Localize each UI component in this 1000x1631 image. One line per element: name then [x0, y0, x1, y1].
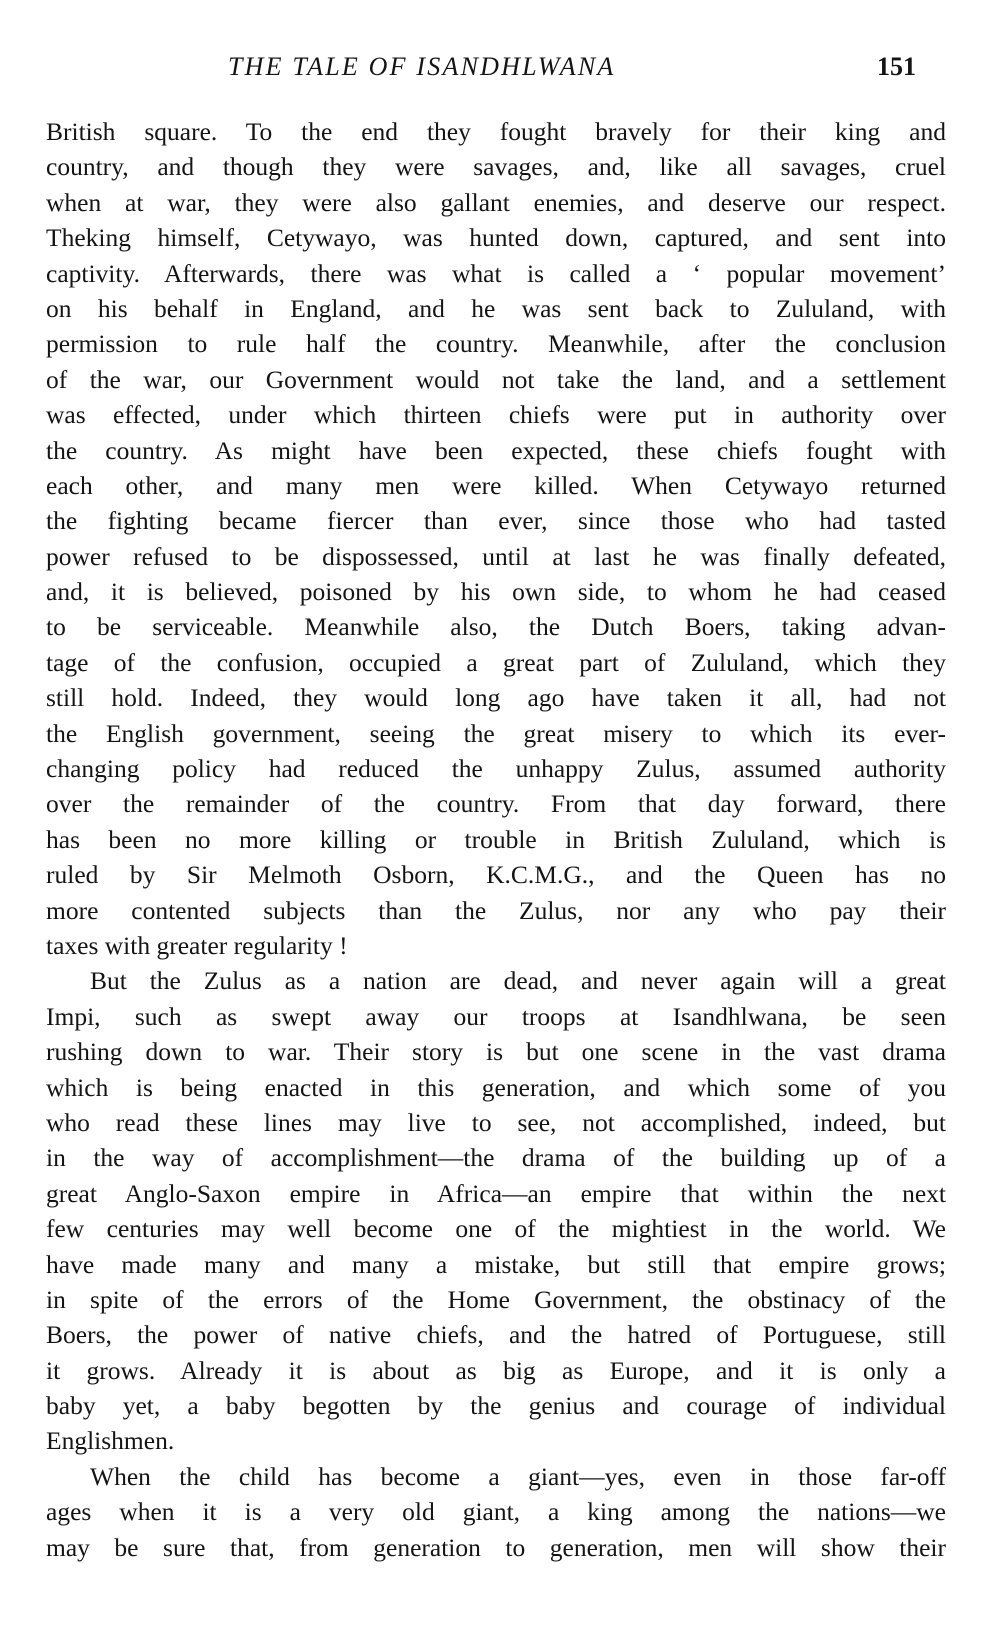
text-line: who read these lines may live to see, not accomplished, indeed, but — [46, 1107, 946, 1137]
text-line: more contented subjects than the Zulus, nor any who pay their — [46, 895, 946, 925]
text-line: permission to rule half the country. Meanwhile, after the conclusion — [46, 329, 946, 359]
text-line: have made many and many a mistake, but still that empire grows; — [46, 1249, 946, 1279]
page-number: 151 — [877, 52, 916, 81]
text-line: over the remainder of the country. From that day forward, there — [46, 789, 946, 819]
paragraph-start-line: When the child has become a giant—yes, even in those far-off — [90, 1461, 946, 1491]
running-header — [0, 52, 1000, 92]
text-line: British square. To the end they fought bravely for their king and — [46, 117, 946, 146]
text-line: the English government, seeing the great misery to which its ever- — [46, 718, 946, 748]
text-line: rushing down to war. Their story is but one scene in the vast drama — [46, 1037, 946, 1067]
text-line: each other, and many men were killed. When Cetywayo returned — [46, 470, 946, 500]
paragraph-end-line: Englishmen. — [46, 1426, 175, 1456]
text-line: great Anglo-Saxon empire in Africa—an empire that within the next — [46, 1178, 946, 1208]
text-line: tage of the confusion, occupied a great part of Zululand, which they — [46, 647, 946, 677]
text-line: still hold. Indeed, they would long ago have taken it all, had not — [46, 683, 946, 713]
text-line: of the war, our Government would not take the land, and a settlement — [46, 364, 946, 394]
text-line: ruled by Sir Melmoth Osborn, K.C.M.G., and the Queen has no — [46, 860, 946, 890]
text-line: to be serviceable. Meanwhile also, the Dutch Boers, taking advan- — [46, 612, 946, 642]
text-line: which is being enacted in this generation, and which some of you — [46, 1072, 946, 1102]
text-line: in spite of the errors of the Home Government, the obstinacy of the — [46, 1284, 946, 1314]
text-line: the fighting became fiercer than ever, since those who had tasted — [46, 506, 946, 536]
text-line: may be sure that, from generation to generation, men will show their — [46, 1532, 946, 1562]
text-line: captivity. Afterwards, there was what is called a ‘ popular movement’ — [46, 258, 946, 288]
text-line: ages when it is a very old giant, a king among the nations—we — [46, 1497, 946, 1527]
text-line: on his behalf in England, and he was sent back to Zululand, with — [46, 293, 946, 323]
paragraph-end-line: taxes with greater regularity ! — [46, 930, 348, 960]
text-line: baby yet, a baby begotten by the genius and courage of individual — [46, 1391, 946, 1421]
text-line: changing policy had reduced the unhappy Zulus, assumed authority — [46, 754, 946, 784]
text-line: when at war, they were also gallant enemies, and deserve our respect. — [46, 187, 946, 217]
body-text — [46, 114, 946, 1565]
text-line: and, it is believed, poisoned by his own side, to whom he had ceased — [46, 577, 946, 607]
text-line: Theking himself, Cetywayo, was hunted down, captured, and sent into — [46, 223, 946, 253]
text-line: country, and though they were savages, and, like all savages, cruel — [46, 152, 946, 182]
paragraph-start-line: But the Zulus as a nation are dead, and never again will a great — [90, 966, 946, 996]
text-line: in the way of accomplishment—the drama of the building up of a — [46, 1143, 946, 1173]
text-line: has been no more killing or trouble in British Zululand, which is — [46, 824, 946, 854]
text-line: Boers, the power of native chiefs, and the hatred of Portuguese, still — [46, 1320, 946, 1350]
text-line: was effected, under which thirteen chiefs were put in authority over — [46, 400, 946, 430]
text-line: power refused to be dispossessed, until at last he was finally defeated, — [46, 541, 946, 571]
text-line: Impi, such as swept away our troops at Isandhlwana, be seen — [46, 1001, 946, 1031]
text-line: the country. As might have been expected, these chiefs fought with — [46, 435, 946, 465]
text-line: few centuries may well become one of the mightiest in the world. We — [46, 1214, 946, 1244]
text-line: it grows. Already it is about as big as Europe, and it is only a — [46, 1355, 946, 1385]
running-title: THE TALE OF ISANDHLWANA — [228, 52, 616, 81]
